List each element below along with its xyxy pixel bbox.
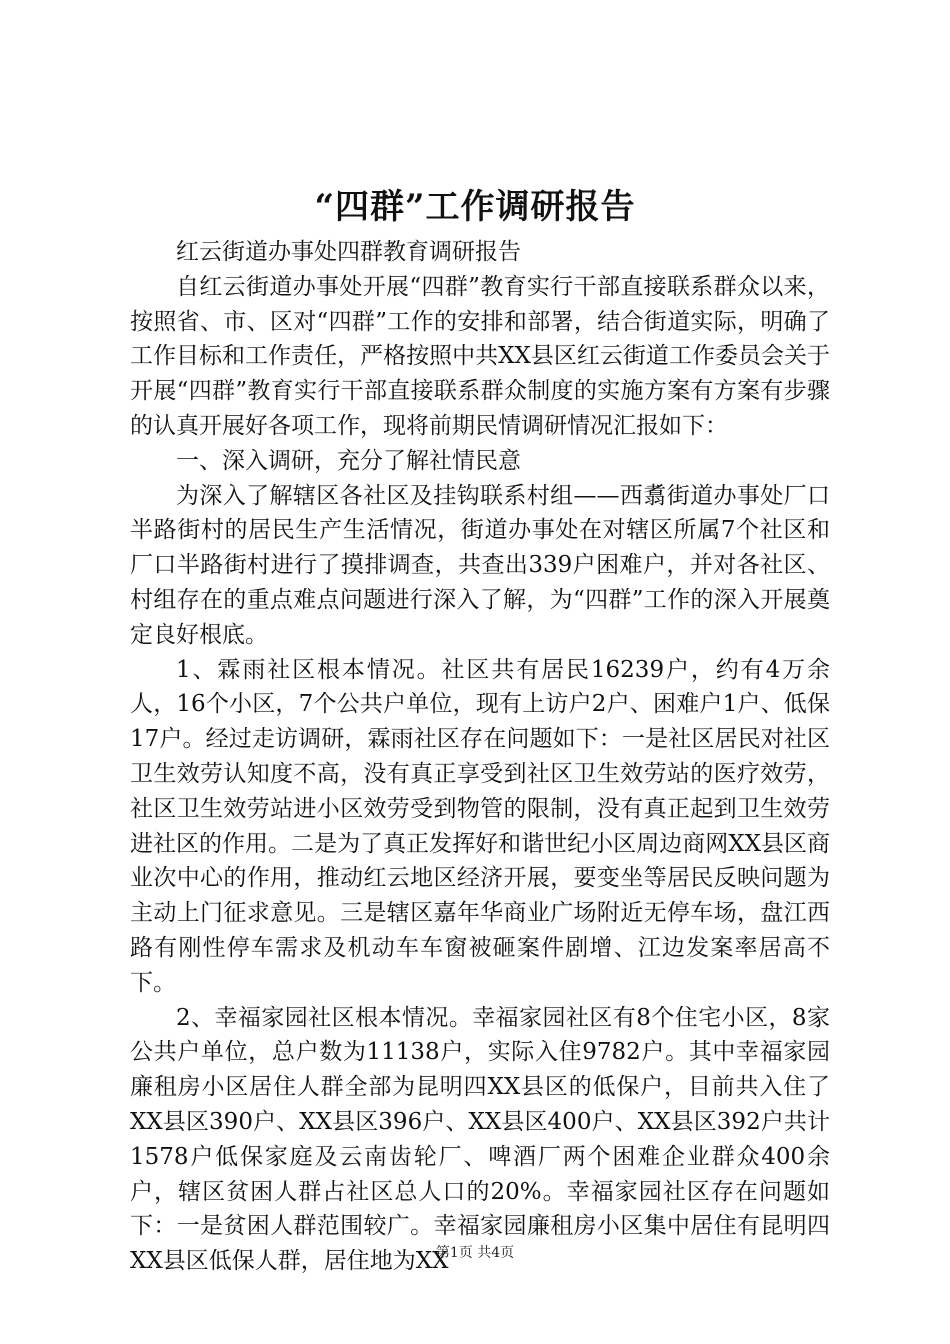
- section-heading-paragraph: 一、深入调研，充分了解社情民意: [176, 447, 521, 474]
- xingfu-jiayuan-community-paragraph: 2、幸福家园社区根本情况。幸福家园社区有8个住宅小区，8家公共户单位，总户数为11138户，实际入住9782户。其中幸福家园廉租房小区居住人群全部为昆明四XX县区的低保户，目前共入住了XX县区390户、XX县区396户、XX县区400户、XX县区392户共计1578户低保家庭及云南齿轮厂、啤酒厂两个困难企业群众400余户，辖区贫困人群占社区总人口的20%。幸福家园社区存在问题如下：一是贫困人群范围较广。幸福家园廉租房小区集中居住有昆明四XX县区低保人群，居住地为XX: [130, 1004, 830, 1275]
- report-subtitle-paragraph: 红云街道办事处四群教育调研报告: [176, 239, 521, 265]
- linyu-community-paragraph: 1、霖雨社区根本情况。社区共有居民16239户，约有4万余人，16个小区，7个公共户单位，现有上访户2户、困难户1户、低保17户。经过走访调研，霖雨社区存在问题如下：一是社区居民对社区卫生效劳认知度不高，没有真正享受到社区卫生效劳站的医疗效劳，社区卫生效劳站进小区效劳受到物管的限制，没有真正起到卫生效劳进社区的作用。二是为了真正发挥好和谐世纪小区周边商网XX县区商业次中心的作用，推动红云地区经济开展，要变坐等居民反映问题为主动上门征求意见。三是辖区嘉年华商业广场附近无停车场，盘江西路有刚性停车需求及机动车车窗被砸案件剧增、江边发案率居高不下。: [130, 656, 830, 996]
- research-overview-paragraph: 为深入了解辖区各社区及挂钩联系村组——西翥街道办事处厂口半路街村的居民生产生活情况，街道办事处在对辖区所属7个社区和厂口半路街村进行了摸排调查，共查出339户困难户，并对各社区、村组存在的重点难点问题进行深入了解，为“四群”工作的深入开展奠定良好根底。: [130, 482, 830, 648]
- page-number-footer: 第1页 共4页: [435, 1245, 515, 1261]
- document-body: [130, 235, 830, 1279]
- document-title: “四群”工作调研报告: [314, 187, 636, 227]
- intro-paragraph: 自红云街道办事处开展“四群”教育实行干部直接联系群众以来，按照省、市、区对“四群”工作的安排和部署，结合街道实际，明确了工作目标和工作责任，严格按照中共XX县区红云街道工作委员会关于开展“四群”教育实行干部直接联系群众制度的实施方案有方案有步骤的认真开展好各项工作，现将前期民情调研情况汇报如下：: [130, 273, 830, 439]
